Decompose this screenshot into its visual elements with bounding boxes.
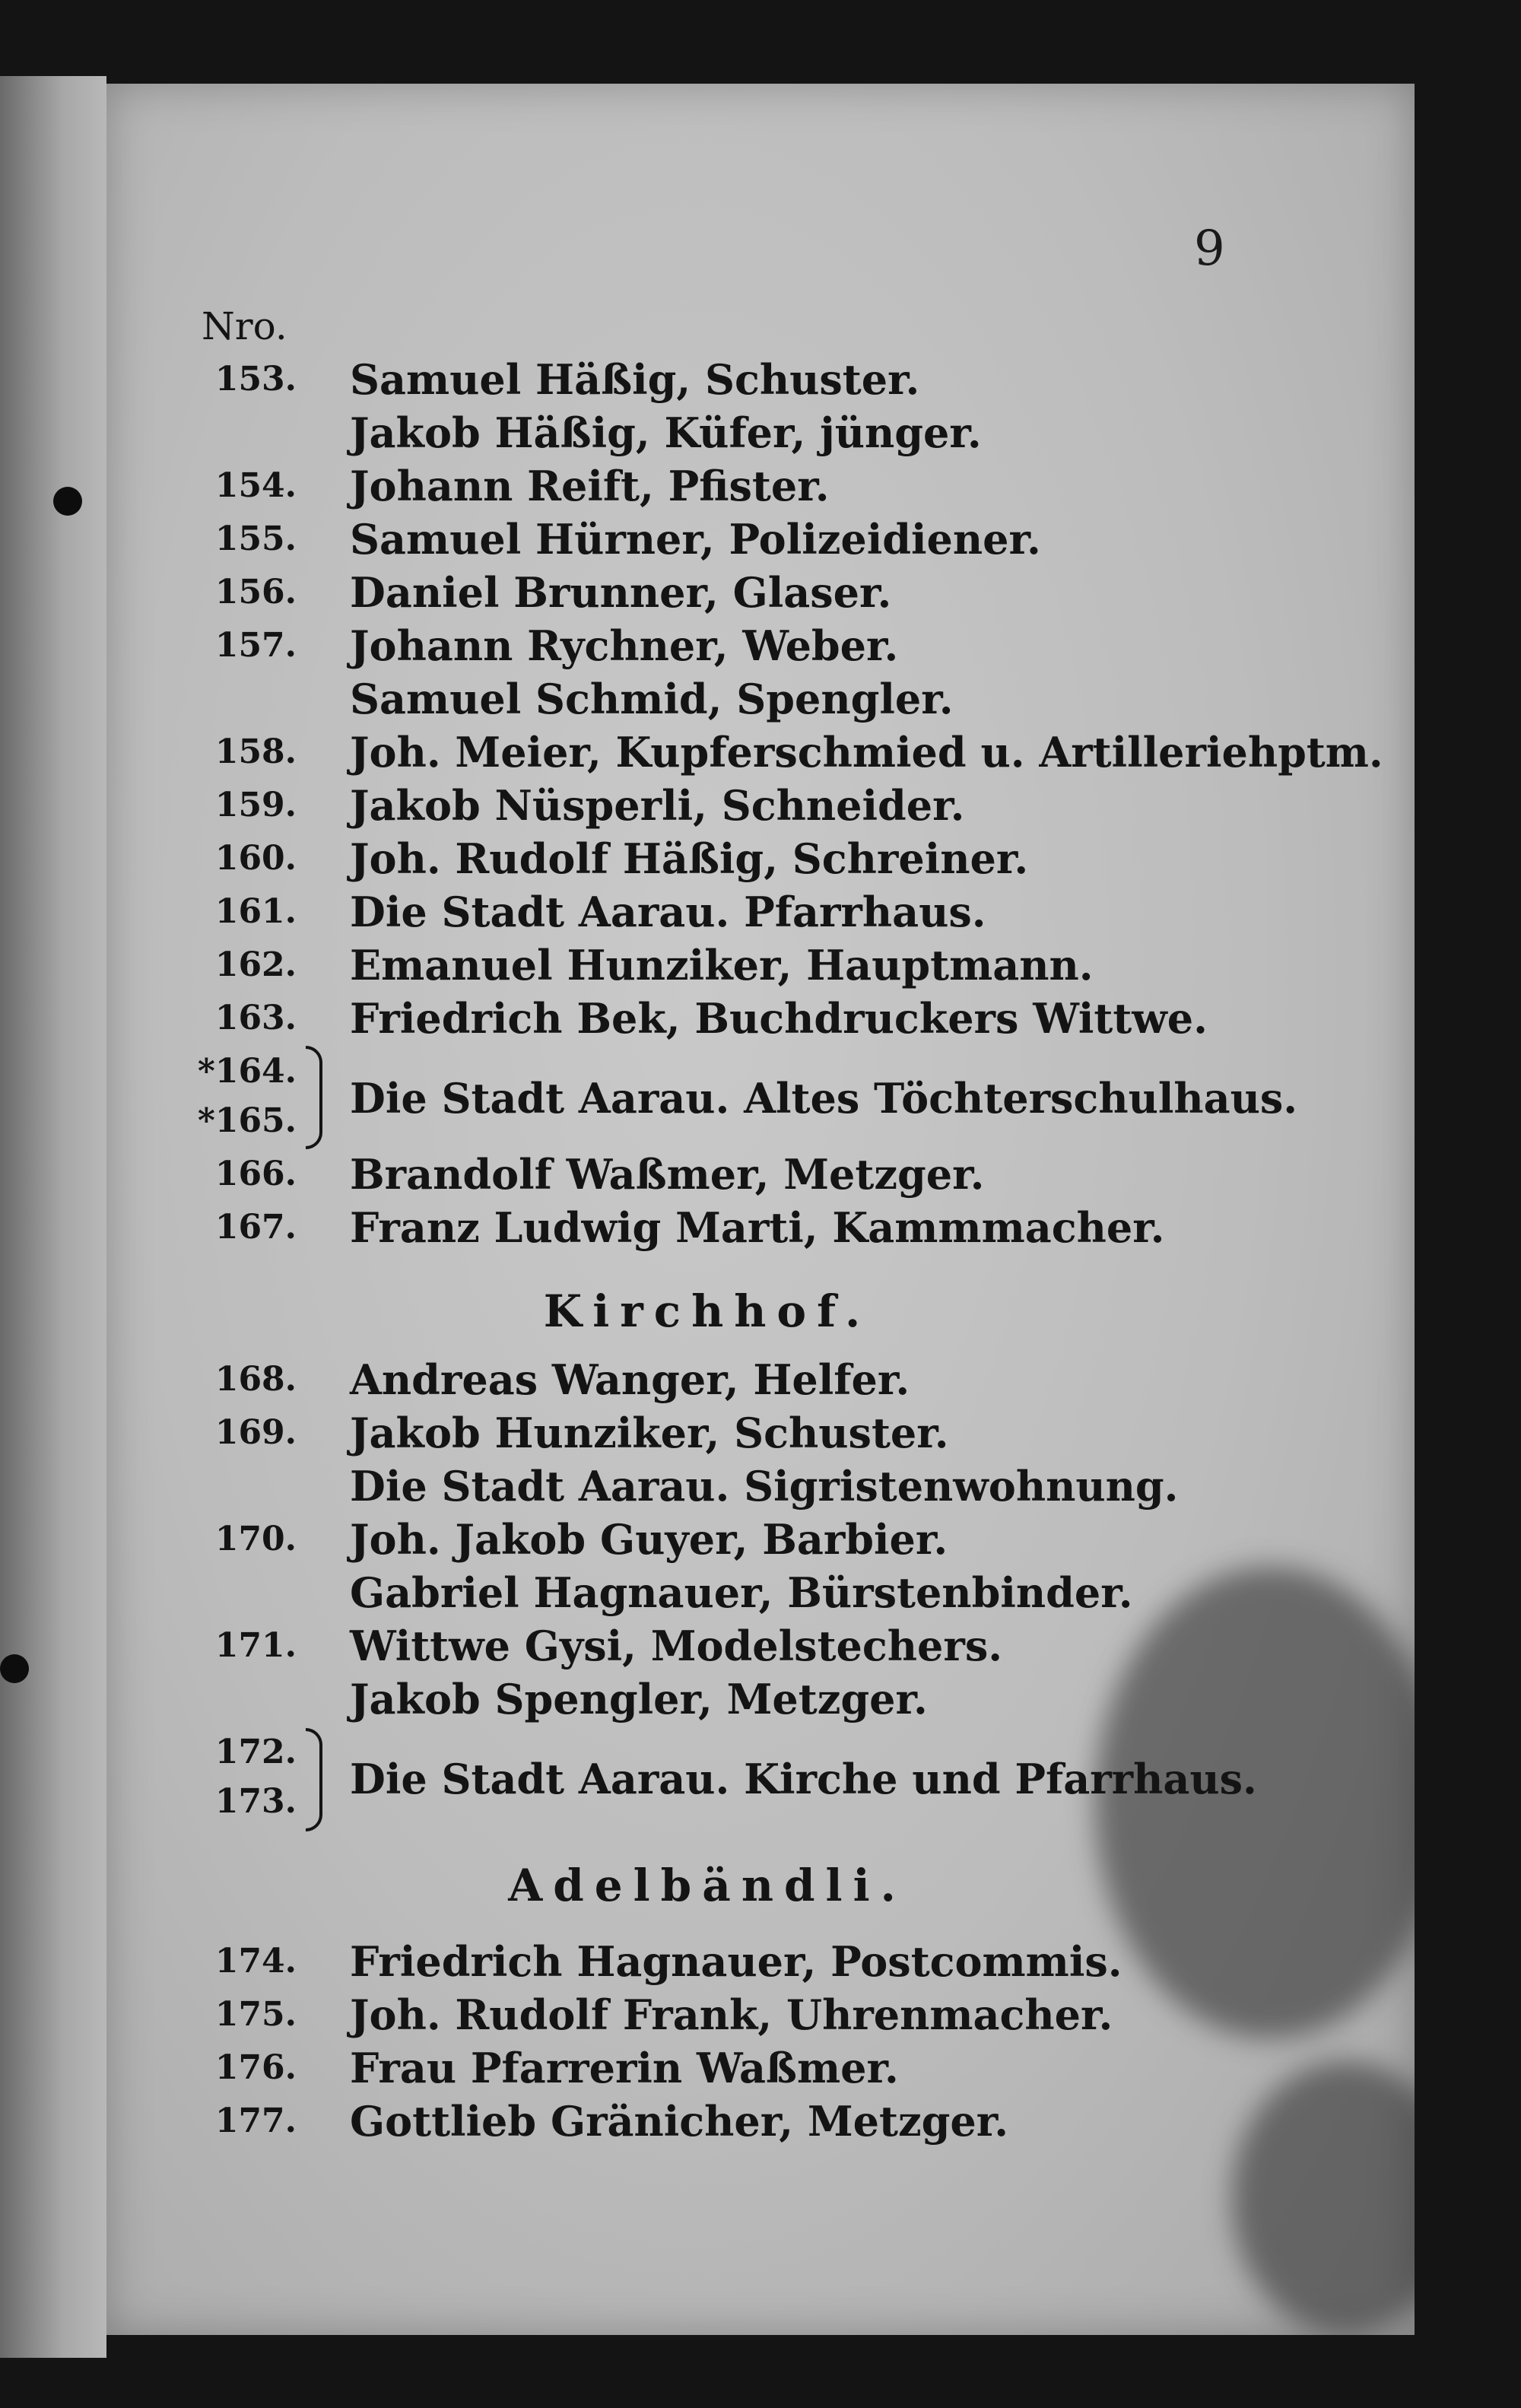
resident-text: Jakob Nüsperli, Schneider. <box>350 781 965 830</box>
house-number: 153. <box>214 360 297 399</box>
resident-text: Joh. Rudolf Häßig, Schreiner. <box>350 834 1029 883</box>
house-number: 163. <box>214 999 297 1037</box>
resident-text: Samuel Häßig, Schuster. <box>350 355 920 404</box>
house-number: 161. <box>214 892 297 931</box>
resident-text: Friedrich Hagnauer, Postcommis. <box>350 1937 1122 1986</box>
house-number: *164. <box>197 1052 297 1091</box>
house-number: 156. <box>214 573 297 612</box>
column-label-nro: Nro. <box>202 304 287 348</box>
resident-text: Johann Reift, Pfister. <box>350 462 830 510</box>
resident-text: Frau Pfarrerin Waßmer. <box>350 2044 899 2092</box>
house-number: 166. <box>214 1155 297 1193</box>
house-number: *165. <box>197 1101 297 1140</box>
section-heading-adelbaendli: Adelbändli. <box>508 1860 907 1911</box>
house-number: 154. <box>214 466 297 505</box>
resident-text: Die Stadt Aarau. Sigristenwohnung. <box>350 1462 1179 1511</box>
house-number: 158. <box>214 732 297 771</box>
resident-text: Samuel Hürner, Polizeidiener. <box>350 515 1041 564</box>
house-number: 169. <box>214 1413 297 1452</box>
resident-text: Jakob Hunziker, Schuster. <box>350 1409 949 1457</box>
section-heading-kirchhof: Kirchhof. <box>543 1285 872 1337</box>
house-number: 177. <box>214 2101 297 2140</box>
grouping-brace <box>306 1046 322 1149</box>
resident-text: Joh. Meier, Kupferschmied u. Artilleriehptm. <box>350 728 1383 777</box>
resident-text: Andreas Wanger, Helfer. <box>350 1355 910 1404</box>
resident-text: Die Stadt Aarau. Altes Töchterschulhaus. <box>350 1074 1298 1123</box>
house-number: 175. <box>214 1995 297 2034</box>
house-number: 167. <box>214 1208 297 1247</box>
house-number: 176. <box>214 2048 297 2087</box>
resident-text: Jakob Häßig, Küfer, jünger. <box>350 408 982 457</box>
house-number: 162. <box>214 945 297 984</box>
resident-text: Daniel Brunner, Glaser. <box>350 568 892 617</box>
resident-text: Johann Rychner, Weber. <box>350 621 899 670</box>
resident-text: Joh. Rudolf Frank, Uhrenmacher. <box>350 1990 1113 2039</box>
house-number: 173. <box>214 1782 297 1821</box>
resident-text: Emanuel Hunziker, Hauptmann. <box>350 941 1094 990</box>
resident-text: Samuel Schmid, Spengler. <box>350 675 954 723</box>
house-number: 155. <box>214 519 297 558</box>
resident-text: Joh. Jakob Guyer, Barbier. <box>350 1515 948 1564</box>
grouping-brace <box>306 1728 322 1831</box>
resident-text: Die Stadt Aarau. Pfarrhaus. <box>350 888 986 936</box>
resident-text: Gabriel Hagnauer, Bürstenbinder. <box>350 1568 1133 1617</box>
page-number: 9 <box>1194 221 1225 277</box>
resident-text: Friedrich Bek, Buchdruckers Wittwe. <box>350 994 1208 1043</box>
house-number: 174. <box>214 1942 297 1981</box>
resident-text: Gottlieb Gränicher, Metzger. <box>350 2097 1009 2146</box>
house-number: 157. <box>214 626 297 665</box>
resident-text: Jakob Spengler, Metzger. <box>350 1675 928 1723</box>
resident-text: Brandolf Waßmer, Metzger. <box>350 1150 985 1199</box>
resident-text: Wittwe Gysi, Modelstechers. <box>350 1622 1003 1670</box>
house-number: 160. <box>214 839 297 878</box>
house-number: 159. <box>214 786 297 824</box>
resident-text: Die Stadt Aarau. Kirche und Pfarrhaus. <box>350 1755 1257 1803</box>
resident-text: Franz Ludwig Marti, Kammmacher. <box>350 1203 1165 1252</box>
house-number: 168. <box>214 1360 297 1399</box>
house-number: 170. <box>214 1520 297 1558</box>
house-number: 171. <box>214 1626 297 1665</box>
house-number: 172. <box>214 1733 297 1771</box>
